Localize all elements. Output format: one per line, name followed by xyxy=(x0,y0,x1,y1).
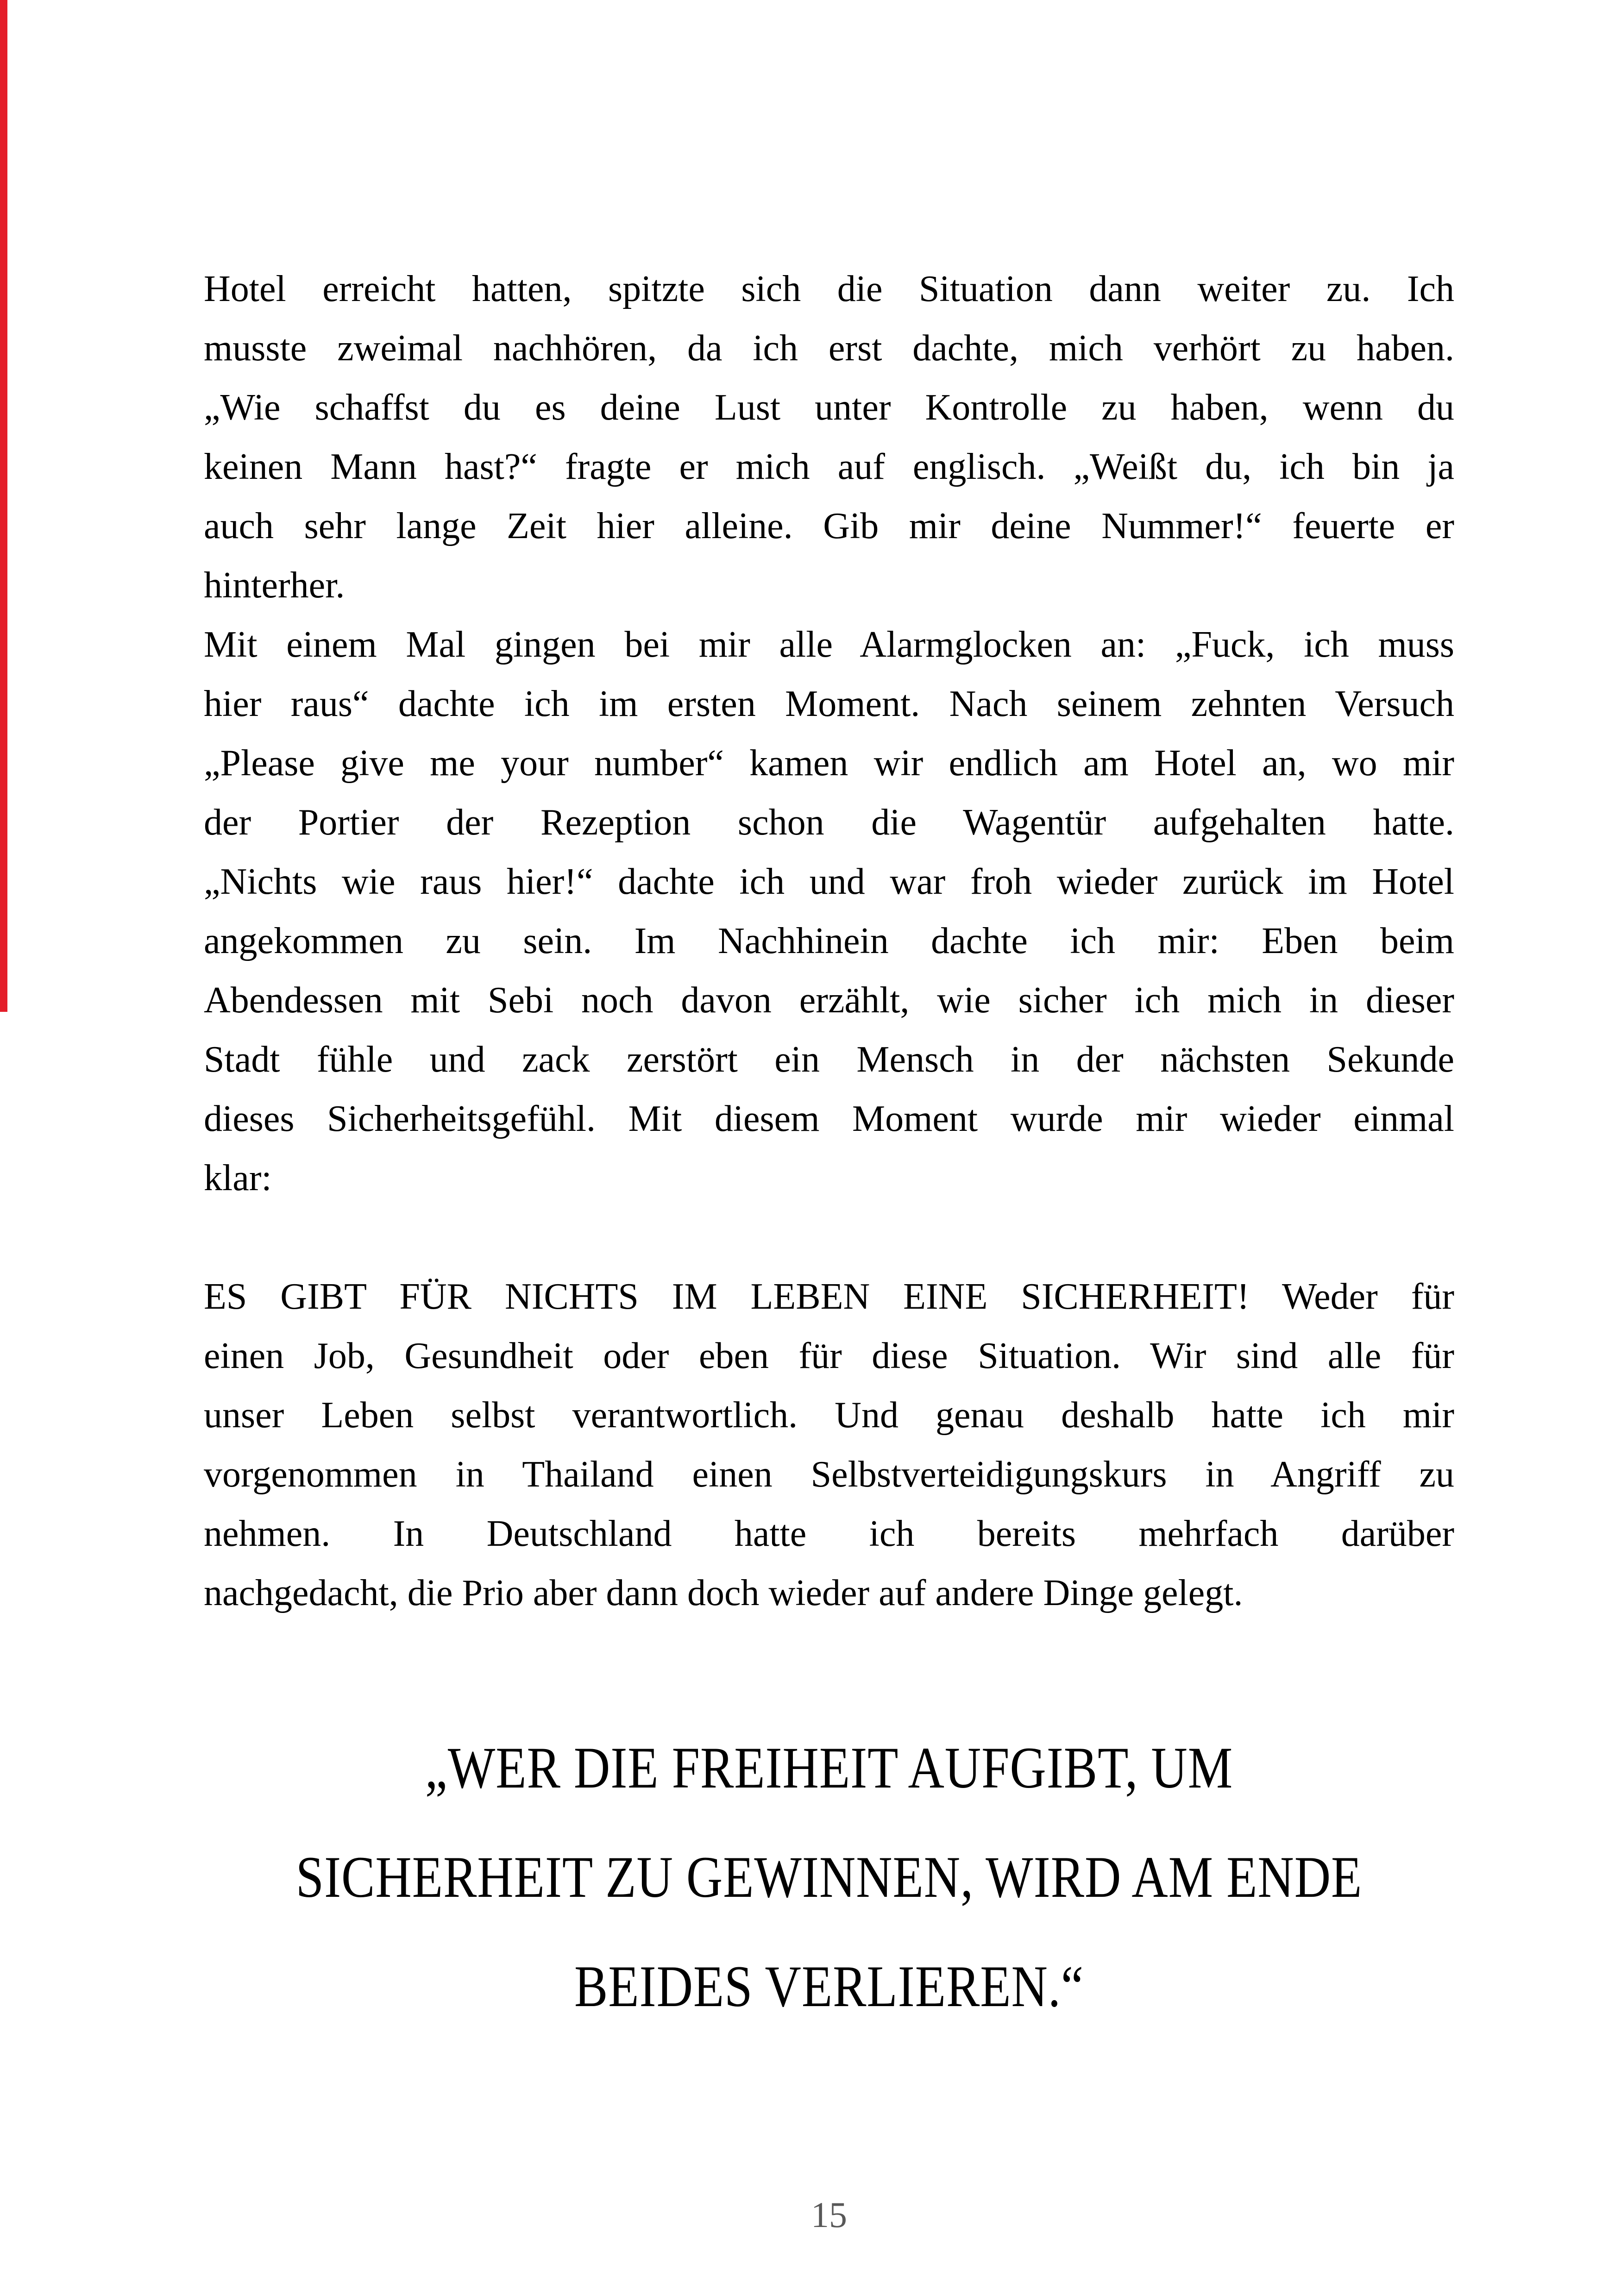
text-line: hinterher. xyxy=(204,565,345,606)
text-line: Hotel erreicht hatten, spitzte sich die Situation dann weiter zu. Ich xyxy=(204,269,1454,309)
text-line: musste zweimal nachhören, da ich erst dachte, mich verhört zu haben. xyxy=(204,328,1454,369)
text-line: Abendessen mit Sebi noch davon erzählt, wie sicher ich mich in dieser xyxy=(204,980,1454,1021)
pull-quote xyxy=(204,1713,1454,2041)
page-number: 15 xyxy=(811,2195,847,2235)
text-line: keinen Mann hast?“ fragte er mich auf englisch. „Weißt du, ich bin ja xyxy=(204,446,1454,487)
text-line: hier raus“ dachte ich im ersten Moment. Nach seinem zehnten Versuch xyxy=(204,684,1454,724)
text-line: dieses Sicherheitsgefühl. Mit diesem Moment wurde mir wieder einmal xyxy=(204,1098,1454,1139)
text-line: der Portier der Rezeption schon die Wagentür aufgehalten hatte. xyxy=(204,802,1454,843)
red-edge-bar xyxy=(0,0,7,1012)
text-line: klar: xyxy=(204,1158,272,1198)
text-line: nehmen. In Deutschland hatte ich bereits mehrfach darüber xyxy=(204,1513,1454,1554)
text-line: vorgenommen in Thailand einen Selbstverteidigungskurs in Angriff zu xyxy=(204,1454,1454,1495)
paragraph-3 xyxy=(204,1267,1454,1623)
text-line: auch sehr lange Zeit hier alleine. Gib mir deine Nummer!“ feuerte er xyxy=(204,506,1454,546)
text-line: nachgedacht, die Prio aber dann doch wieder auf andere Dinge gelegt. xyxy=(204,1573,1243,1613)
paragraph-2 xyxy=(204,615,1454,1208)
text-line: ES GIBT FÜR NICHTS IM LEBEN EINE SICHERHEIT! Weder für xyxy=(204,1276,1454,1317)
text-line: „Wie schaffst du es deine Lust unter Kontrolle zu haben, wenn du xyxy=(204,387,1454,428)
quote-line: SICHERHEIT ZU GEWINNEN, WIRD AM ENDE xyxy=(295,1844,1363,1910)
text-line: Mit einem Mal gingen bei mir alle Alarmglocken an: „Fuck, ich muss xyxy=(204,624,1454,665)
body-text xyxy=(204,259,1454,1623)
text-line: unser Leben selbst verantwortlich. Und genau deshalb hatte ich mir xyxy=(204,1395,1454,1436)
quote-line: „WER DIE FREIHEIT AUFGIBT, UM xyxy=(425,1735,1233,1801)
text-line: angekommen zu sein. Im Nachhinein dachte ich mir: Eben beim xyxy=(204,921,1454,961)
quote-line: BEIDES VERLIEREN.“ xyxy=(574,1953,1084,2020)
text-line: „Please give me your number“ kamen wir endlich am Hotel an, wo mir xyxy=(204,743,1454,784)
text-line: Stadt fühle und zack zerstört ein Mensch in der nächsten Sekunde xyxy=(204,1039,1454,1080)
text-line: „Nichts wie raus hier!“ dachte ich und war froh wieder zurück im Hotel xyxy=(204,861,1454,902)
paragraph-1 xyxy=(204,259,1454,615)
text-line: einen Job, Gesundheit oder eben für diese Situation. Wir sind alle für xyxy=(204,1336,1454,1376)
